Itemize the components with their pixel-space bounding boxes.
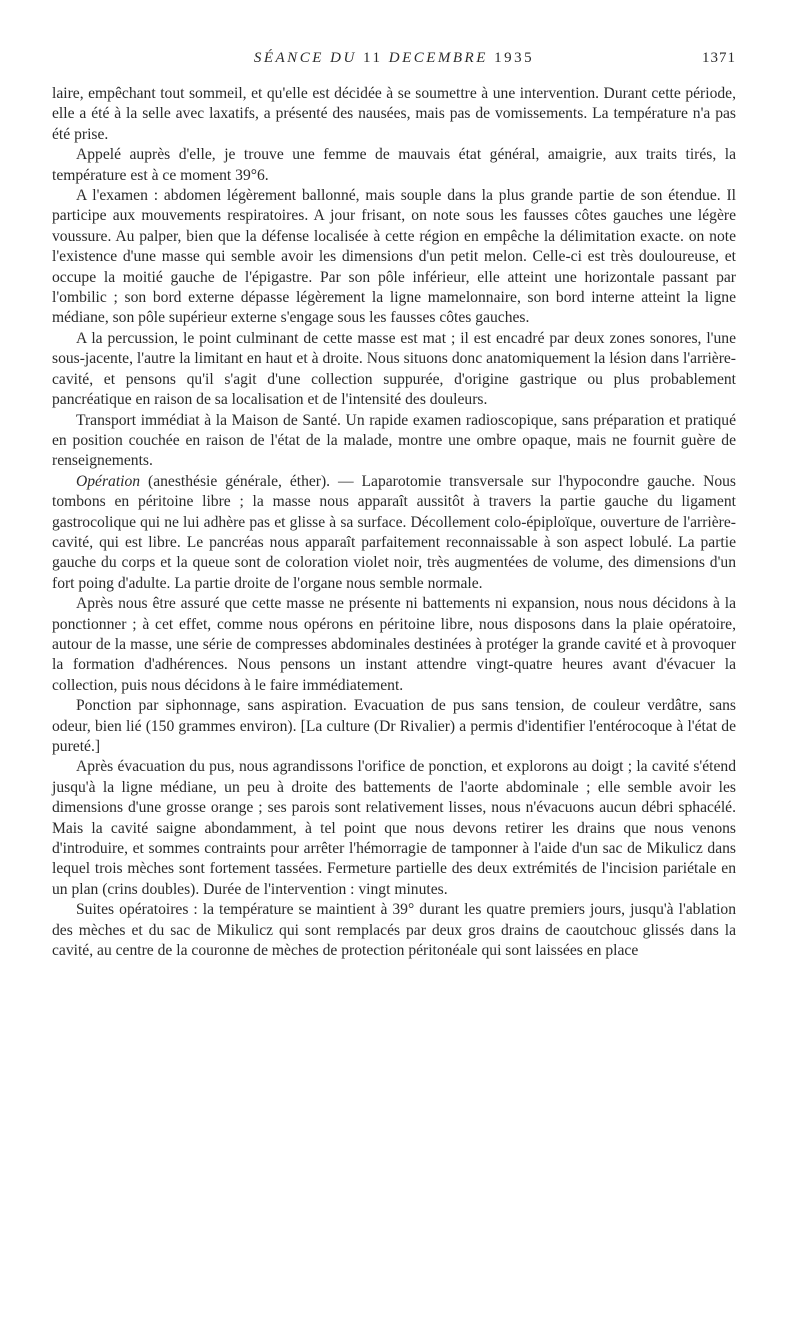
operation-text: (anesthésie générale, éther). — Laparotomie transversale sur l'hypocondre gauche. Nous tombons en péritoine libre ; la masse nous apparaît aussitôt à travers la partie gauche du ligament gastrocolique qui ne lui adhère pas et glisse à sa surface. Décollement colo-épiploïque, ouverture de l'arrière-cavité, qui est libre. Le pancréas nous apparaît parfaitement reconnaissable à son aspect lobulé. La partie gauche du corps et la queue sont de coloration violet noir, très augmentées de volume, des dimensions d'un fort poing d'adulte. La partie droite de l'organe nous semble normale. [52, 472, 736, 592]
paragraph: A la percussion, le point culminant de cette masse est mat ; il est encadré par deux zones sonores, l'une sous-jacente, l'autre la limitant en haut et à droite. Nous situons donc anatomiquement la lésion dans l'arrière-cavité, et pensons qu'il s'agit d'une collection suppurée, d'origine gastrique ou plus probablement pancréatique en raison de sa localisation et de l'intensité des douleurs. [52, 329, 736, 409]
running-title-year: 1935 [494, 50, 535, 66]
page [52, 40, 736, 961]
paragraph: A l'examen : abdomen légèrement ballonné, mais souple dans la plus grande partie de son étendue. Il participe aux mouvements respiratoires. A jour frisant, on note sous les fausses côtes gauches une légère voussure. Au palper, bien que la défense localisée à cette région en empêche la délimitation exacte. on note l'existence d'une masse qui semble avoir les dimensions d'un petit melon. Celle-ci est très douloureuse, et occupe la moitié gauche de l'épigastre. Par son pôle inférieur, elle atteint une horizontale passant par l'ombilic ; son bord externe dépasse légèrement la ligne mamelonnaire, son bord interne atteint la ligne médiane, son pôle supérieur externe s'engage sous les fausses côtes gauches. [52, 187, 736, 327]
paragraph: Après évacuation du pus, nous agrandissons l'orifice de ponction, et explorons au doigt ; la cavité s'étend jusqu'à la ligne médiane, un peu à droite des battements de l'aorte abdominale ; elle semble avoir les dimensions d'une grosse orange ; ses parois sont relativement lisses, nous n'évacuons aucun débri sphacélé. Mais la cavité saigne abondamment, à tel point que nous devons retirer les drains que nous venons d'introduire, et sommes contraints pour arrêter l'hémorragie de tamponner à l'aide d'un sac de Mikulicz dans lequel trois mèches sont fortement tassées. Fermeture partielle des deux extrémités de l'incision pariétale en un plan (crins doubles). Durée de l'intervention : vingt minutes. [52, 758, 736, 898]
paragraph: Suites opératoires : la température se maintient à 39° durant les quatre premiers jours, jusqu'à l'ablation des mèches et du sac de Mikulicz qui sont remplacés par deux gros drains de caoutchouc glissés dans la cavité, au centre de la couronne de mèches de protection péritonéale qui sont laissées en place [52, 901, 736, 960]
paragraph: Ponction par siphonnage, sans aspiration. Evacuation de pus sans tension, de couleur verdâtre, sans odeur, bien lié (150 grammes environ). [La culture (Dr Rivalier) a permis d'identifier l'entérocoque à l'état de pureté.] [52, 697, 736, 755]
running-title-text: SÉANCE DU [253, 50, 364, 66]
paragraph-continued: laire, empêchant tout sommeil, et qu'elle est décidée à se soumettre à une intervention. Durant cette période, elle a été à la selle avec laxatifs, a présenté des nausées, mais pas de vomissements. La température n'a pas été prise. [52, 85, 736, 143]
paragraph: Transport immédiat à la Maison de Santé. Un rapide examen radioscopique, sans préparation et pratiqué en position couchée en raison de l'état de la malade, montre une ombre opaque, mais ne fournit guère de renseignements. [52, 411, 736, 470]
paragraph: Après nous être assuré que cette masse ne présente ni battements ni expansion, nous nous décidons à la ponctionner ; à cet effet, comme nous opérons en péritoine libre, nous disposons dans la plaie opératoire, autour de la masse, une série de compresses abdominales destinées à protéger la grande cavité et à provoquer la formation d'adhérences. Nous pensons un instant attendre vingt-quatre heures avant d'évacuer la collection, puis nous décidons à le faire immédiatement. [52, 595, 736, 694]
running-title-day: 11 [363, 50, 383, 66]
operation-label: Opération [76, 472, 141, 490]
paragraph: Appelé auprès d'elle, je trouve une femme de mauvais état général, amaigrie, aux traits tirés, la température est à ce moment 39°6. [52, 146, 736, 184]
running-title [52, 50, 736, 67]
page-number: 1371 [702, 50, 736, 66]
running-title-month: DECEMBRE [382, 50, 495, 66]
operation-paragraph [52, 472, 736, 594]
body-text [52, 84, 736, 961]
running-head [52, 40, 736, 80]
